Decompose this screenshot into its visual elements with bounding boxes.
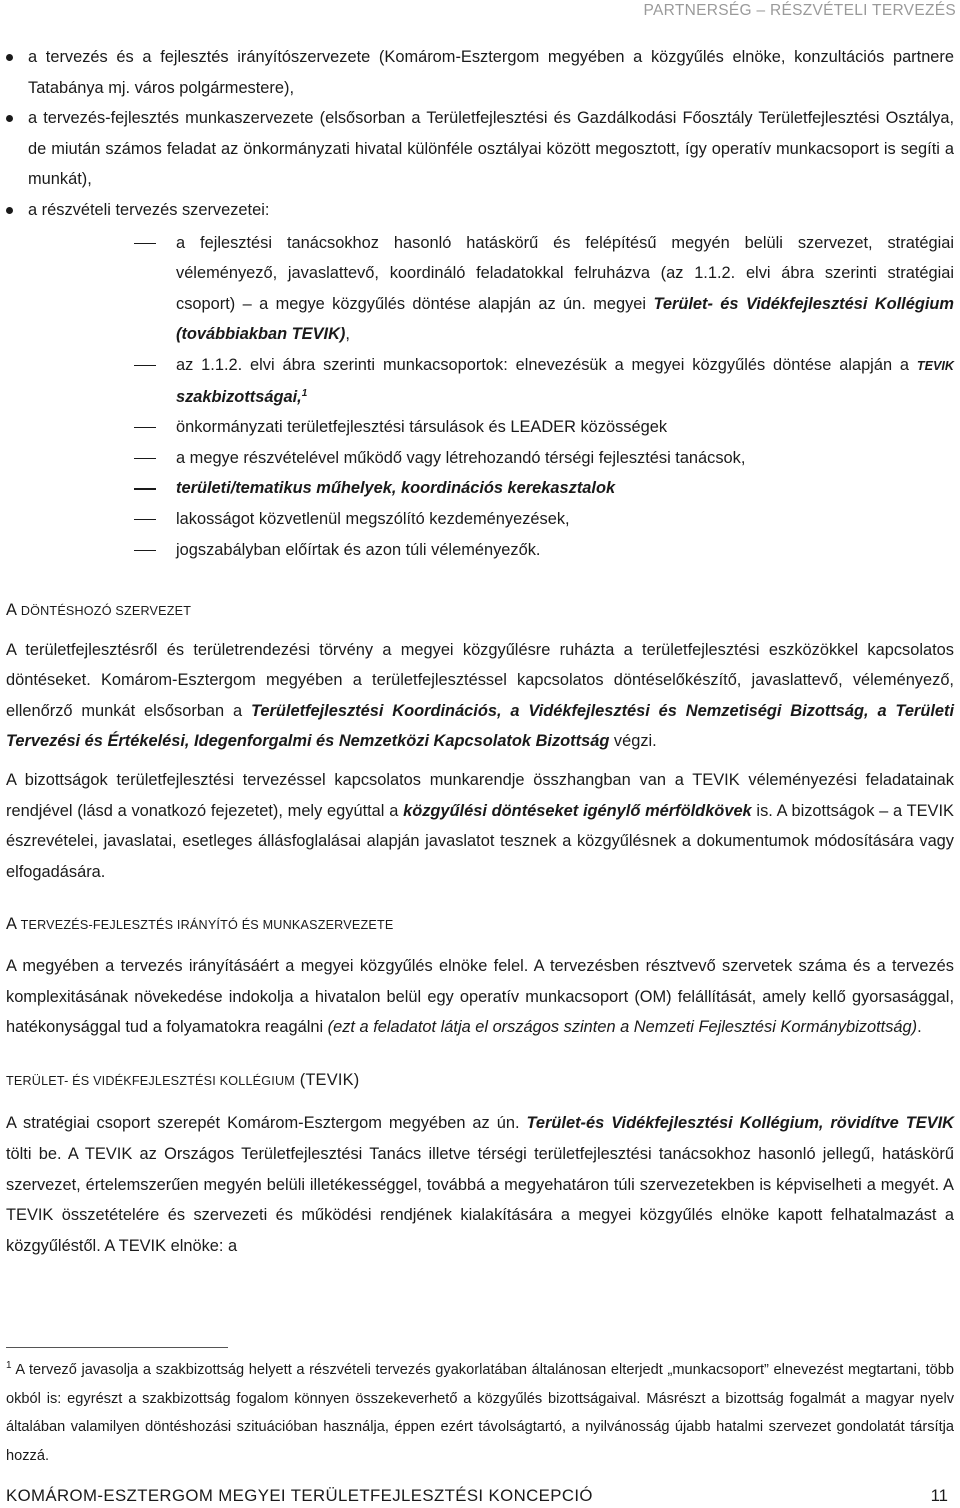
dash-icon [134,458,156,459]
list-item: lakosságot közvetlenül megszólító kezdeményezések, [28,504,954,535]
list-item: a tervezés és a fejlesztés irányítószervezete (Komárom-Esztergom megyében a közgyűlés elnöke, konzultációs partnere Tatabánya mj. város polgármestere), [6,42,954,103]
list-item: önkormányzati területfejlesztési társulások és LEADER közösségek [28,412,954,443]
section-heading-tevik: TERÜLET- ÉS VIDÉKFEJLESZTÉSI KOLLÉGIUM (TEVIK) [6,1070,360,1089]
dash-icon [134,550,156,551]
list-item: a tervezés-fejlesztés munkaszervezete (elsősorban a Területfejlesztési és Gazdálkodási Főosztály Területfejlesztési Osztálya, de miután számos feladat az önkormányzati hivatal különféle osztályai között megosztott, így operatív munkacsoport is segíti a munkát), [6,103,954,195]
dash-icon [134,427,156,428]
list-item: az 1.1.2. elvi ábra szerinti munkacsoportok: elnevezésük a megyei közgyűlés döntése alapján a TEVIK szakbizottságai,$^1$ [28,350,954,412]
list-item: a megye részvételével működő vagy létrehozandó térségi fejlesztési tanácsok, [28,443,954,474]
footnote: $^1$ A tervező javasolja a szakbizottság helyett a részvételi tervezés gyakorlatában általánosan elterjedt „munkacsoport” elnevezést megtartani, több okból is: egyrészt a szakbizottság fogalom könnyen összekeverhető a közgyűlés bizottságaival. Másrészt a bizottság fogalmát a magyar nyelv általában valamilyen döntéshozási szituációban használja, éppen ezért távolságtartó, a nyilvánosság újabb hatalmi szervezet gondolatát társítja hozzá. [6,1360,954,1464]
bullet-icon [6,54,13,61]
dash-icon [134,365,156,366]
footnote-number: 1 [6,1360,12,1371]
footnote-ref[interactable]: 1 [301,387,308,399]
running-header: PARTNERSÉG – RÉSZVÉTELI TERVEZÉS [643,2,956,19]
list-item: a részvételi tervezés szervezetei: a fejlesztési tanácsokhoz hasonló hatáskörű és felépítésű megyén belüli szervezet, stratégiai véleményező, javaslattevő, koordináló feladatokkal felruházva (az 1.1.2. elvi ábra szerinti stratégiai csoport) – a megye közgyűlés döntése alapján az ún. megyei Terület- és Vidékfejlesztési Kollégium (továbbiakban TEVIK), az 1.1.2. elvi ábra szerinti munkacsoportok: elnevezésük a megyei közgyűlés döntése alapján a TEVIK szakbizottságai,$^1$ önkormányzati területfejlesztési társulások és LEADER közösségek a megye részvételével működő vagy létrehozandó térségi fejlesztési tanácsok, területi/tematikus műhelyek, koordinációs kerekasztalok lakosságot közvetlenül megszólító kezdeményezések, jogszabályban előírtak és azon túli véleményezők. [6,195,954,565]
list-item: jogszabályban előírtak és azon túli véleményezők. [28,535,954,566]
paragraph: A területfejlesztésről és területrendezési törvény a megyei közgyűlésre ruházta a területfejlesztési eszközökkel kapcsolatos döntéseket. Komárom-Esztergom megyében a területfejlesztéssel kapcsolatos döntéselőkészítő, javaslattevő, véleményező, ellenőrző munkát elsősorban a Területfejlesztési Koordinációs, a Vidékfejlesztési és Nemzetiségi Bizottság, a Területi Tervezési és Értékelési, Idegenforgalmi és Nemzetközi Kapcsolatok Bizottság végzi. [6,640,955,751]
running-footer [6,1486,948,1506]
document-body [6,42,954,1261]
section-heading-iranyito: A TERVEZÉS-FEJLESZTÉS IRÁNYÍTÓ ÉS MUNKASZERVEZETE [6,915,394,934]
footer-title: KOMÁROM-ESZTERGOM MEGYEI TERÜLETFEJLESZTÉSI KONCEPCIÓ [6,1486,593,1505]
dash-icon [134,243,156,244]
bullet-list [6,42,954,565]
bullet-icon [6,207,13,214]
dash-icon [134,519,156,520]
page-number: 11 [930,1486,948,1505]
dash-list [28,228,954,566]
paragraph: A megyében a tervezés irányításáért a megyei közgyűlés elnöke felel. A tervezésben résztvevő szervetek száma és a tervezés komplexitásának növekedése indokolja a hivatalon belül egy operatív munkacsoport (OM) felállítását, amely kellő gyorsasággal, hatékonysággal tud a folyamatokra reagálni (ezt a feladatot látja el országos szinten a Nemzeti Fejlesztési Kormánybizottság). [6,957,954,1037]
bullet-icon [6,115,13,122]
paragraph: A bizottságok területfejlesztési tervezéssel kapcsolatos munkarendje összhangban van a TEVIK véleményezési feladatainak rendjével (lásd a vonatkozó fejezetet), mely egyúttal a közgyűlési döntéseket igénylő mérföldkövek is. A bizottságok – a TEVIK észrevételei, javaslatai, esetleges állásfoglalásai alapján javaslatot tesznek a közgyűlésnek a dokumentumok módosítására vagy elfogadására. [6,771,954,881]
section-heading-dontes: A DÖNTÉSHOZÓ SZERVEZET [6,601,192,620]
paragraph: A stratégiai csoport szerepét Komárom-Esztergom megyében az ún. Terület-és Vidékfejlesztési Kollégium, rövidítve TEVIK tölti be. A TEVIK az Országos Területfejlesztési Tanács illetve térségi területfejlesztési tanácsokhoz hasonló jellegű, hatáskörű szervezet, értelemszerűen megyén belüli illetékességgel, továbbá a megyehatáron túli szervezetekben is képviselheti a megyét. A TEVIK összetételére és szervezeti és működési rendjének kialakítására a megyei közgyűlés elnöke kapott felhatalmazást a közgyűléstől. A TEVIK elnöke: a [6,1114,954,1255]
footnote-divider [6,1347,228,1348]
dash-icon [134,488,156,489]
list-item: a fejlesztési tanácsokhoz hasonló hatáskörű és felépítésű megyén belüli szervezet, stratégiai véleményező, javaslattevő, koordináló feladatokkal felruházva (az 1.1.2. elvi ábra szerinti stratégiai csoport) – a megye közgyűlés döntése alapján az ún. megyei Terület- és Vidékfejlesztési Kollégium (továbbiakban TEVIK), [28,228,954,350]
list-item: területi/tematikus műhelyek, koordinációs kerekasztalok [28,473,954,504]
